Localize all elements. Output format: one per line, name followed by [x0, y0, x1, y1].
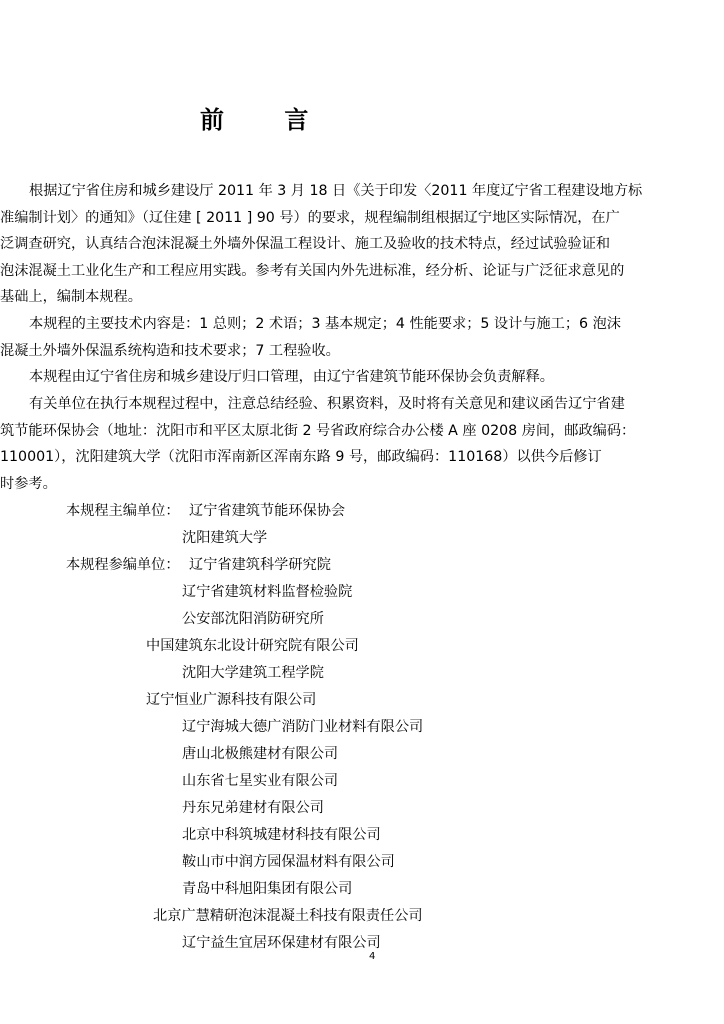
participating-unit: 辽宁海城大德广消防门业材料有限公司 [182, 719, 424, 735]
participating-unit: 中国建筑东北设计研究院有限公司 [146, 638, 359, 654]
participating-unit: 鞍山市中润方园保温材料有限公司 [182, 854, 395, 870]
participating-unit: 辽宁益生宜居环保建材有限公司 [182, 935, 381, 951]
text-line: 基础上，编制本规程。 [0, 289, 142, 306]
participating-label: 本规程参编单位： [66, 557, 180, 573]
text-line: 时参考。 [0, 475, 57, 492]
participating-unit: 辽宁省建筑材料监督检验院 [182, 584, 353, 600]
text-line: 准编制计划〉的通知》（辽住建 [ 2011 ] 90 号）的要求，规程编制组根据辽宁地区实际情况，在广 [0, 209, 620, 226]
chief-editor-label: 本规程主编单位： [66, 503, 180, 519]
participating-unit: 辽宁省建筑科学研究院 [189, 557, 331, 573]
participating-unit: 丹东兄弟建材有限公司 [182, 800, 324, 816]
paragraph-basis [0, 178, 724, 311]
text-line: 110001），沈阳建筑大学（沈阳市浑南新区浑南东路 9 号，邮政编码：110168）以供今后修订 [0, 449, 602, 466]
participating-unit: 北京广慧精研泡沫混凝土科技有限责任公司 [153, 908, 423, 924]
page-number: 4 [369, 951, 376, 962]
chief-unit: 辽宁省建筑节能环保协会 [189, 503, 346, 519]
paragraph-contents [0, 311, 724, 364]
text-line: 本规程由辽宁省住房和城乡建设厅归口管理，由辽宁省建筑节能环保协会负责解释。 [29, 369, 554, 385]
text-line: 有关单位在执行本规程过程中，注意总结经验、积累资料，及时将有关意见和建议函告辽宁省建 [29, 396, 625, 412]
participating-unit: 公安部沈阳消防研究所 [182, 611, 324, 627]
text-line: 筑节能环保协会（地址：沈阳市和平区太原北街 2 号省政府综合办公楼 A 座 0208 房间，邮政编码： [0, 422, 636, 439]
page-title: 前 言 [200, 106, 335, 134]
chief-unit: 沈阳建筑大学 [182, 530, 268, 546]
text-line: 混凝土外墙外保温系统构造和技术要求；7 工程验收。 [0, 342, 340, 359]
participating-unit: 辽宁恒业广源科技有限公司 [146, 692, 317, 708]
participating-unit: 青岛中科旭阳集团有限公司 [182, 881, 353, 897]
text-line: 根据辽宁省住房和城乡建设厅 2011 年 3 月 18 日《关于印发〈2011 年度辽宁省工程建设地方标 [29, 183, 643, 199]
participating-unit: 唐山北极熊建材有限公司 [182, 746, 339, 762]
participating-unit: 北京中科筑城建材科技有限公司 [182, 827, 381, 843]
paragraph-feedback [0, 391, 724, 497]
text-line: 泛调查研究，认真结合泡沫混凝土外墙外保温工程设计、施工及验收的技术特点，经过试验验证和 [0, 236, 611, 253]
paragraph-management [0, 364, 724, 391]
text-line: 本规程的主要技术内容是：1 总则；2 术语；3 基本规定；4 性能要求；5 设计与施工；6 泡沫 [29, 316, 621, 332]
text-line: 泡沫混凝土工业化生产和工程应用实践。参考有关国内外先进标准，经分析、论证与广泛征求意见的 [0, 262, 625, 279]
participating-unit: 山东省七星实业有限公司 [182, 773, 339, 789]
participating-unit: 沈阳大学建筑工程学院 [182, 665, 324, 681]
